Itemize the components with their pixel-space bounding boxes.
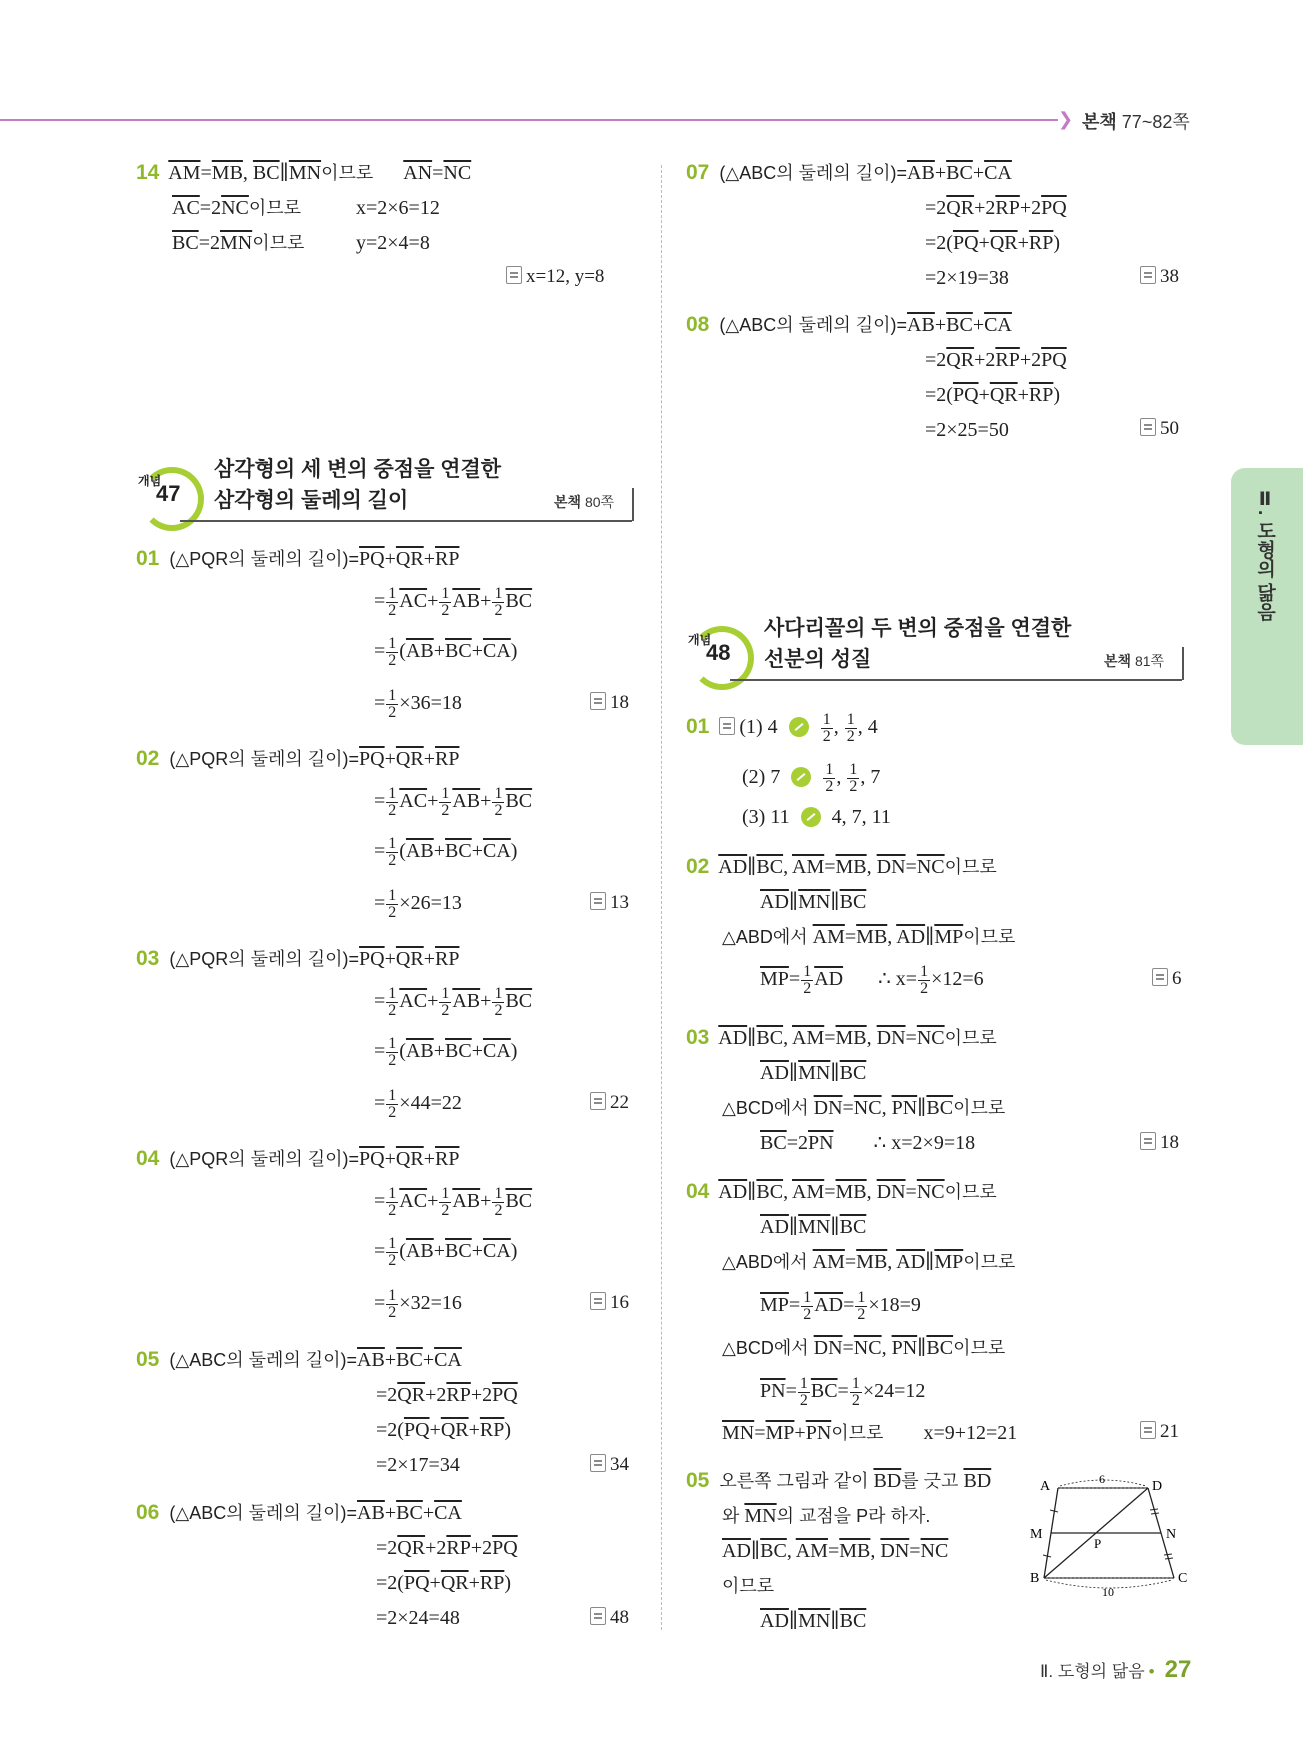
- column-divider: [661, 165, 662, 1630]
- concept-47-title-line1: 삼각형의 세 변의 중점을 연결한: [214, 458, 502, 481]
- concept-47-title-line2: 삼각형의 둘레의 길이: [214, 489, 409, 512]
- right-item-04-answer: 21: [1140, 1421, 1179, 1443]
- concept-47-underline: [180, 520, 632, 522]
- left-item-05-answer: 34: [590, 1454, 629, 1476]
- right-item-02-answer: 6: [1152, 968, 1182, 990]
- left-item-02-answer: 13: [590, 892, 629, 914]
- header-arrow-icon: ❯: [1058, 109, 1074, 129]
- q14-answer: x=12, y=8: [506, 266, 604, 288]
- label-N: N: [1166, 1527, 1177, 1542]
- answer-box-icon: [590, 892, 606, 910]
- q14-line2: $\overline{AC}=2\overline{NC}$이므로: [172, 197, 302, 219]
- label-B: B: [1030, 1571, 1040, 1586]
- concept-47-bracket: [632, 488, 634, 521]
- chapter-side-tab-label: Ⅱ. 도형의 닮음: [1254, 488, 1275, 621]
- concept-48-title-line1: 사다리꼴의 두 변의 중점을 연결한: [764, 617, 1072, 640]
- pencil-icon: [791, 767, 811, 787]
- label-D: D: [1152, 1479, 1163, 1494]
- answer-box-icon: [1140, 266, 1156, 284]
- concept-48-page-ref: 본책 81쪽: [1104, 653, 1165, 669]
- right-item-03-answer: 18: [1140, 1132, 1179, 1154]
- tick-DN-1: [1150, 1509, 1158, 1510]
- left-item-06-answer: 48: [590, 1607, 629, 1629]
- tick-DN-2: [1151, 1513, 1159, 1514]
- page-footer: [1040, 1656, 1191, 1684]
- concept-47-page-ref: 본책 80쪽: [554, 494, 615, 510]
- answer-box-icon: [1140, 418, 1156, 436]
- q14-line3: $\overline{BC}=2\overline{MN}$이므로: [172, 232, 305, 254]
- answer-box-icon: [590, 1454, 606, 1472]
- answer-box-icon: [719, 717, 735, 735]
- q14-line3-calc: y=2×4=8: [356, 232, 430, 254]
- answer-box-icon: [590, 692, 606, 710]
- label-P: P: [1094, 1536, 1102, 1551]
- footer-dot: •: [1148, 1662, 1155, 1681]
- answer-box-icon: [590, 1092, 606, 1110]
- label-bottom-length: 10: [1102, 1585, 1114, 1599]
- concept-48-number: 48: [706, 640, 731, 665]
- left-item-04-answer: 16: [590, 1292, 629, 1314]
- tick-NC-1: [1164, 1554, 1172, 1555]
- answer-box-icon: [1152, 968, 1168, 986]
- pencil-icon: [789, 717, 809, 737]
- answer-box-icon: [1140, 1132, 1156, 1150]
- label-A: A: [1040, 1479, 1051, 1494]
- q14-line2-calc: x=2×6=12: [356, 197, 440, 219]
- concept-47-number: 47: [156, 481, 181, 506]
- label-C: C: [1178, 1571, 1188, 1586]
- label-M: M: [1030, 1527, 1043, 1542]
- answer-box-icon: [1140, 1421, 1156, 1439]
- trapezoid-figure: [1030, 1470, 1190, 1600]
- concept-48-bracket: [1182, 647, 1184, 680]
- left-item-03-answer: 22: [590, 1092, 629, 1114]
- header-rule: [0, 119, 1058, 121]
- concept-48-title-line2: 선분의 성질: [764, 648, 872, 671]
- answer-box-icon: [590, 1607, 606, 1625]
- concept-48-underline: [730, 679, 1182, 681]
- right-item-08-answer: 50: [1140, 418, 1179, 440]
- tick-NC-2: [1165, 1558, 1173, 1559]
- concept-47-label: 개념: [138, 474, 162, 488]
- q14-line1: 14 $\overline{AM}=\overline{MB}$, $\overline{BC}\parallel\overline{MN}$이므로 $\overline{AN}=\overline{NC}$: [136, 161, 472, 184]
- left-item-01-answer: 18: [590, 692, 629, 714]
- answer-box-icon: [506, 266, 522, 284]
- label-top-length: 6: [1099, 1472, 1105, 1486]
- pencil-icon: [801, 807, 821, 827]
- header-page-ref: 본책 77~82쪽: [1082, 112, 1190, 132]
- page-number: 27: [1164, 1656, 1192, 1683]
- right-item-07-answer: 38: [1140, 266, 1179, 288]
- footer-chapter: Ⅱ. 도형의 닮음: [1040, 1662, 1145, 1681]
- answer-box-icon: [590, 1292, 606, 1310]
- concept-48-label: 개념: [688, 633, 712, 647]
